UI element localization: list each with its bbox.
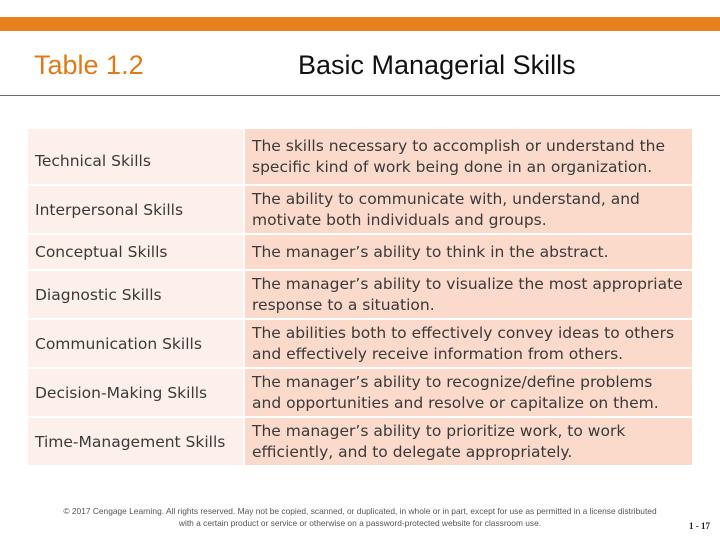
table-row: [27, 368, 693, 417]
skill-name-cell: Diagnostic Skills: [27, 270, 244, 319]
table-label: Table 1.2: [34, 50, 144, 80]
table-row: [27, 319, 693, 368]
skill-description-cell: The ability to communicate with, understand, and motivate both individuals and groups.: [244, 185, 693, 234]
skills-table: [26, 127, 694, 467]
skill-name-cell: Time-Management Skills: [27, 417, 244, 466]
skill-name-cell: Technical Skills: [27, 128, 244, 185]
page-number: 1 - 17: [689, 521, 710, 531]
skill-name-cell: Conceptual Skills: [27, 234, 244, 270]
skill-name-cell: Interpersonal Skills: [27, 185, 244, 234]
copyright-notice: © 2017 Cengage Learning. All rights reserved. May not be copied, scanned, or duplicated, in whole or in part, except for use as permitted in a license distributed with a certain product or service or otherwise on a password-protected website for classroom use.: [63, 506, 657, 528]
skill-description-cell: The manager’s ability to prioritize work, to work efficiently, and to delegate appropriately.: [244, 417, 693, 466]
skill-name-cell: Decision-Making Skills: [27, 368, 244, 417]
table-row: [27, 417, 693, 466]
slide-title: Basic Managerial Skills: [298, 50, 576, 80]
skill-name-cell: Communication Skills: [27, 319, 244, 368]
accent-bar: [0, 17, 720, 31]
title-divider: [0, 95, 720, 96]
skill-description-cell: The manager’s ability to visualize the most appropriate response to a situation.: [244, 270, 693, 319]
skill-description-cell: The manager’s ability to recognize/define problems and opportunities and resolve or capitalize on them.: [244, 368, 693, 417]
skill-description-cell: The skills necessary to accomplish or understand the specific kind of work being done in an organization.: [244, 128, 693, 185]
table-row: [27, 128, 693, 185]
table-row: [27, 185, 693, 234]
skill-description-cell: The manager’s ability to think in the abstract.: [244, 234, 693, 270]
skill-description-cell: The abilities both to effectively convey ideas to others and effectively receive information from others.: [244, 319, 693, 368]
table-row: [27, 234, 693, 270]
table-row: [27, 270, 693, 319]
